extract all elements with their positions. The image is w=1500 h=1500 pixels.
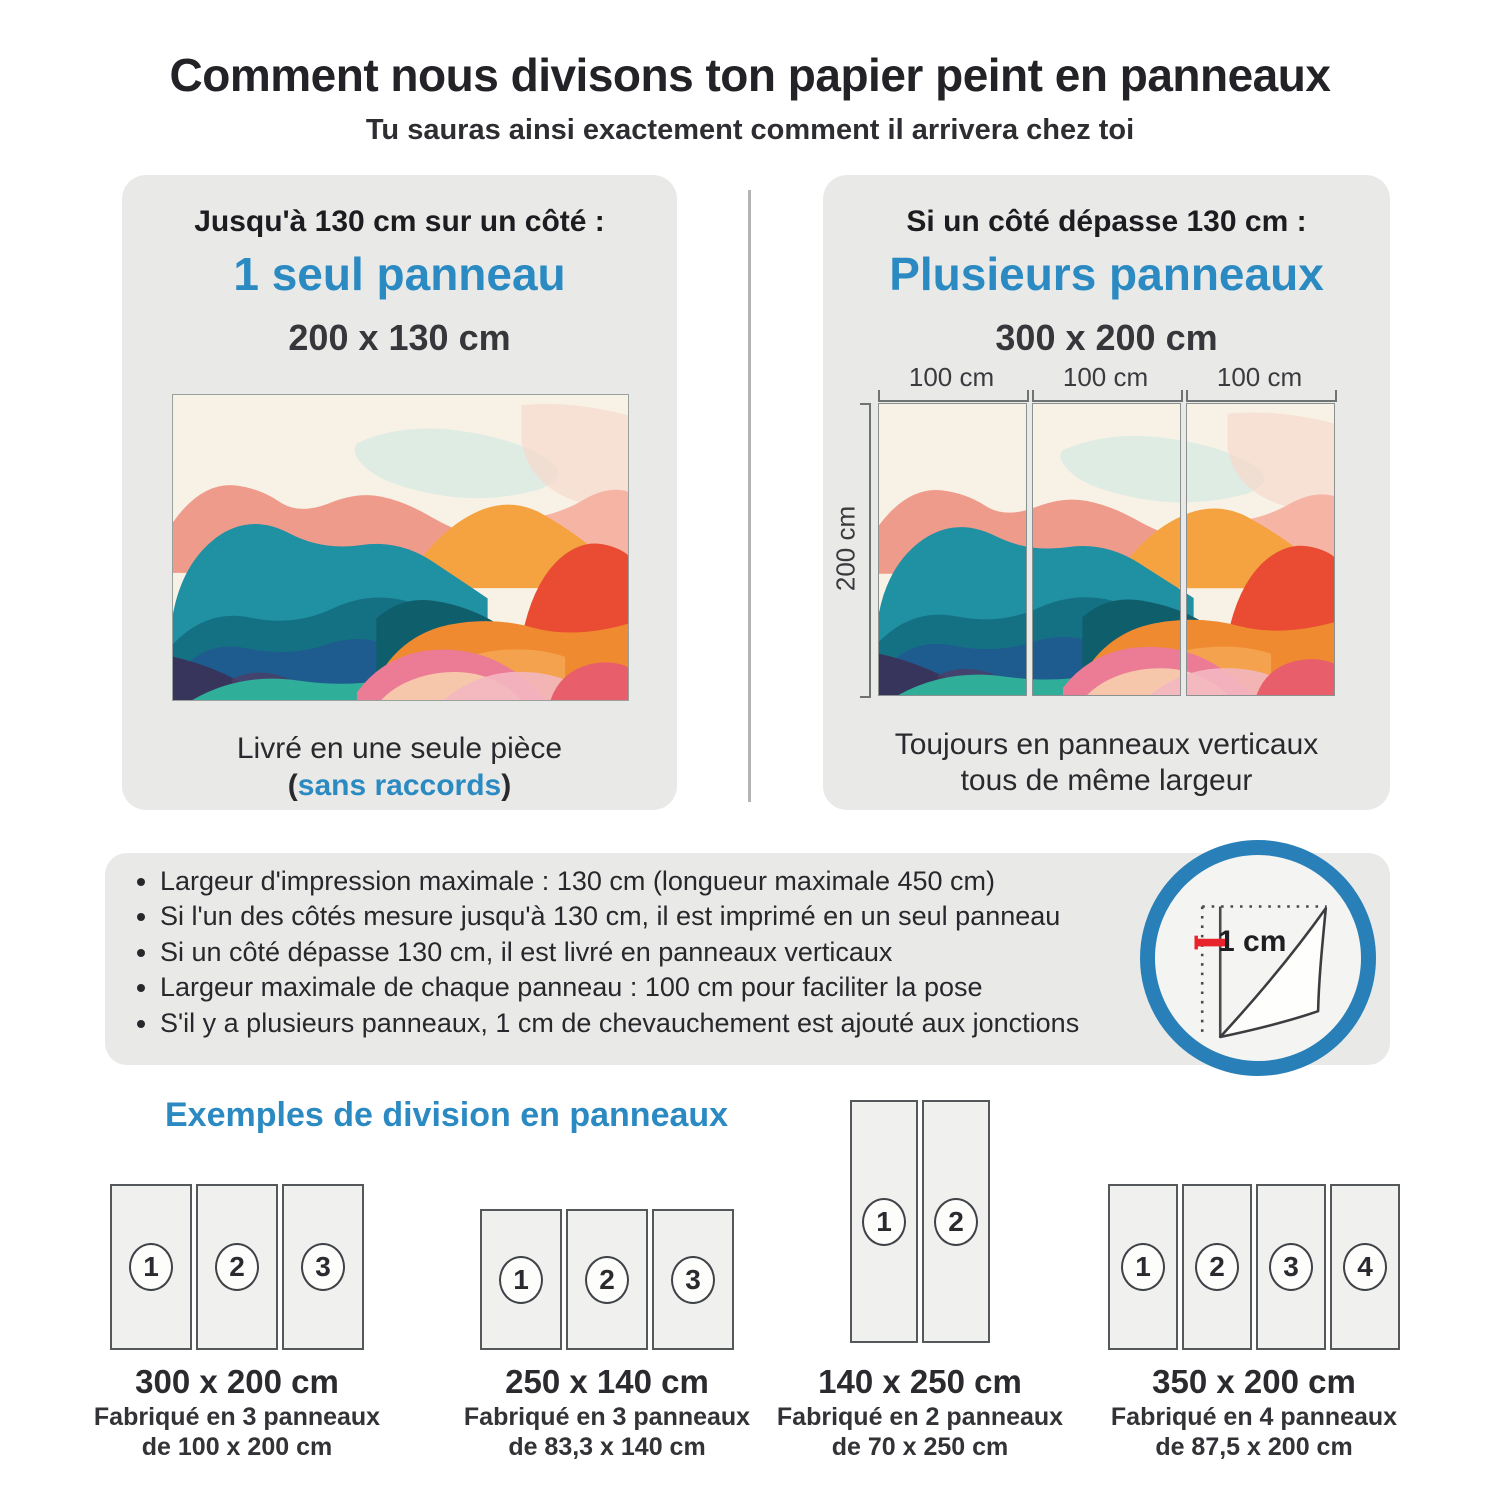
example-group-2-panels xyxy=(480,1209,734,1350)
caption-highlight: sans raccords xyxy=(297,769,502,802)
width-bracket-1 xyxy=(878,390,1029,402)
rule-item: • Largeur maximale de chaque panneau : 100 cm pour faciliter la pose xyxy=(160,970,1160,1005)
example-panel xyxy=(1182,1184,1252,1350)
example-group-1-panels xyxy=(110,1184,364,1350)
example-panel xyxy=(282,1184,364,1350)
single-caption-line2 xyxy=(122,769,677,803)
example-group-1-line2: de 100 x 200 cm xyxy=(141,1433,333,1461)
examples-heading: Exemples de division en panneaux xyxy=(165,1096,729,1134)
width-label-3: 100 cm xyxy=(1216,362,1303,392)
width-label-1: 100 cm xyxy=(908,362,995,392)
example-panel xyxy=(652,1209,734,1350)
page-title: Comment nous divisons ton papier peint en panneaux xyxy=(169,49,1331,101)
width-bracket-2 xyxy=(1032,390,1183,402)
height-label: 200 cm xyxy=(830,505,861,592)
height-bracket xyxy=(860,403,871,698)
panel-number-badge: 2 xyxy=(934,1198,978,1246)
panel-number-badge: 2 xyxy=(1195,1243,1239,1291)
panel-number-badge: 3 xyxy=(671,1256,715,1304)
panel-number-badge: 2 xyxy=(215,1243,259,1291)
panel-number-badge: 1 xyxy=(1121,1243,1165,1291)
example-group-3-panels xyxy=(850,1100,990,1343)
example-group-4-size: 350 x 200 cm xyxy=(1152,1363,1356,1400)
example-panel xyxy=(480,1209,562,1350)
artwork-panel-1 xyxy=(878,403,1027,696)
example-group-3-line2: de 70 x 250 cm xyxy=(831,1433,1009,1461)
artwork-panel-2 xyxy=(1032,403,1181,696)
multi-caption-line1: Toujours en panneaux verticaux xyxy=(894,728,1319,761)
rule-item: • Si l'un des côtés mesure jusqu'à 130 cm, il est imprimé en un seul panneau xyxy=(160,899,1160,934)
width-bracket-3 xyxy=(1186,390,1337,402)
multi-condition: Si un côté dépasse 130 cm : xyxy=(906,205,1307,238)
caption-paren-close: ) xyxy=(501,769,512,802)
rules-list xyxy=(138,864,1160,1041)
example-group-4-panels xyxy=(1108,1184,1400,1350)
example-group-3-line1: Fabriqué en 2 panneaux xyxy=(776,1403,1064,1431)
panel-number-badge: 1 xyxy=(499,1256,543,1304)
caption-paren-open: ( xyxy=(287,769,298,802)
panel-number-badge: 3 xyxy=(301,1243,345,1291)
example-group-1-size: 300 x 200 cm xyxy=(135,1363,339,1400)
single-panel-artwork xyxy=(172,394,629,701)
example-panel xyxy=(1256,1184,1326,1350)
panel-number-badge: 3 xyxy=(1269,1243,1313,1291)
rule-item: • Largeur d'impression maximale : 130 cm (longueur maximale 450 cm) xyxy=(160,864,1160,899)
panel-number-badge: 2 xyxy=(585,1256,629,1304)
multi-headline: Plusieurs panneaux xyxy=(889,248,1324,300)
example-group-4-line2: de 87,5 x 200 cm xyxy=(1155,1433,1353,1461)
example-panel xyxy=(196,1184,278,1350)
example-panel xyxy=(922,1100,990,1343)
single-caption-line1: Livré en une seule pièce xyxy=(236,732,563,765)
single-size: 200 x 130 cm xyxy=(288,317,511,358)
example-panel xyxy=(1330,1184,1400,1350)
panel-number-badge: 1 xyxy=(129,1243,173,1291)
single-headline: 1 seul panneau xyxy=(233,248,566,300)
example-group-3-size: 140 x 250 cm xyxy=(818,1363,1022,1400)
rule-item: • S'il y a plusieurs panneaux, 1 cm de chevauchement est ajouté aux jonctions xyxy=(160,1006,1160,1041)
panel-number-badge: 1 xyxy=(862,1198,906,1246)
example-group-2-size: 250 x 140 cm xyxy=(505,1363,709,1400)
example-panel xyxy=(850,1100,918,1343)
rule-item: • Si un côté dépasse 130 cm, il est livré en panneaux verticaux xyxy=(160,935,1160,970)
example-group-1-line1: Fabriqué en 3 panneaux xyxy=(93,1403,381,1431)
overlap-measure-label: 1 cm xyxy=(1218,925,1287,958)
example-panel xyxy=(566,1209,648,1350)
example-panel xyxy=(1108,1184,1178,1350)
width-label-2: 100 cm xyxy=(1062,362,1149,392)
panel-number-badge: 4 xyxy=(1343,1243,1387,1291)
page-subtitle: Tu sauras ainsi exactement comment il arrivera chez toi xyxy=(365,114,1135,146)
example-group-4-line1: Fabriqué en 4 panneaux xyxy=(1110,1403,1398,1431)
artwork-panel-3 xyxy=(1186,403,1335,696)
example-panel xyxy=(110,1184,192,1350)
example-group-2-line2: de 83,3 x 140 cm xyxy=(508,1433,706,1461)
single-condition: Jusqu'à 130 cm sur un côté : xyxy=(194,205,605,238)
multi-caption-line2: tous de même largeur xyxy=(960,764,1253,797)
multi-size: 300 x 200 cm xyxy=(995,317,1218,358)
cards-divider xyxy=(748,190,751,802)
example-group-2-line1: Fabriqué en 3 panneaux xyxy=(463,1403,751,1431)
